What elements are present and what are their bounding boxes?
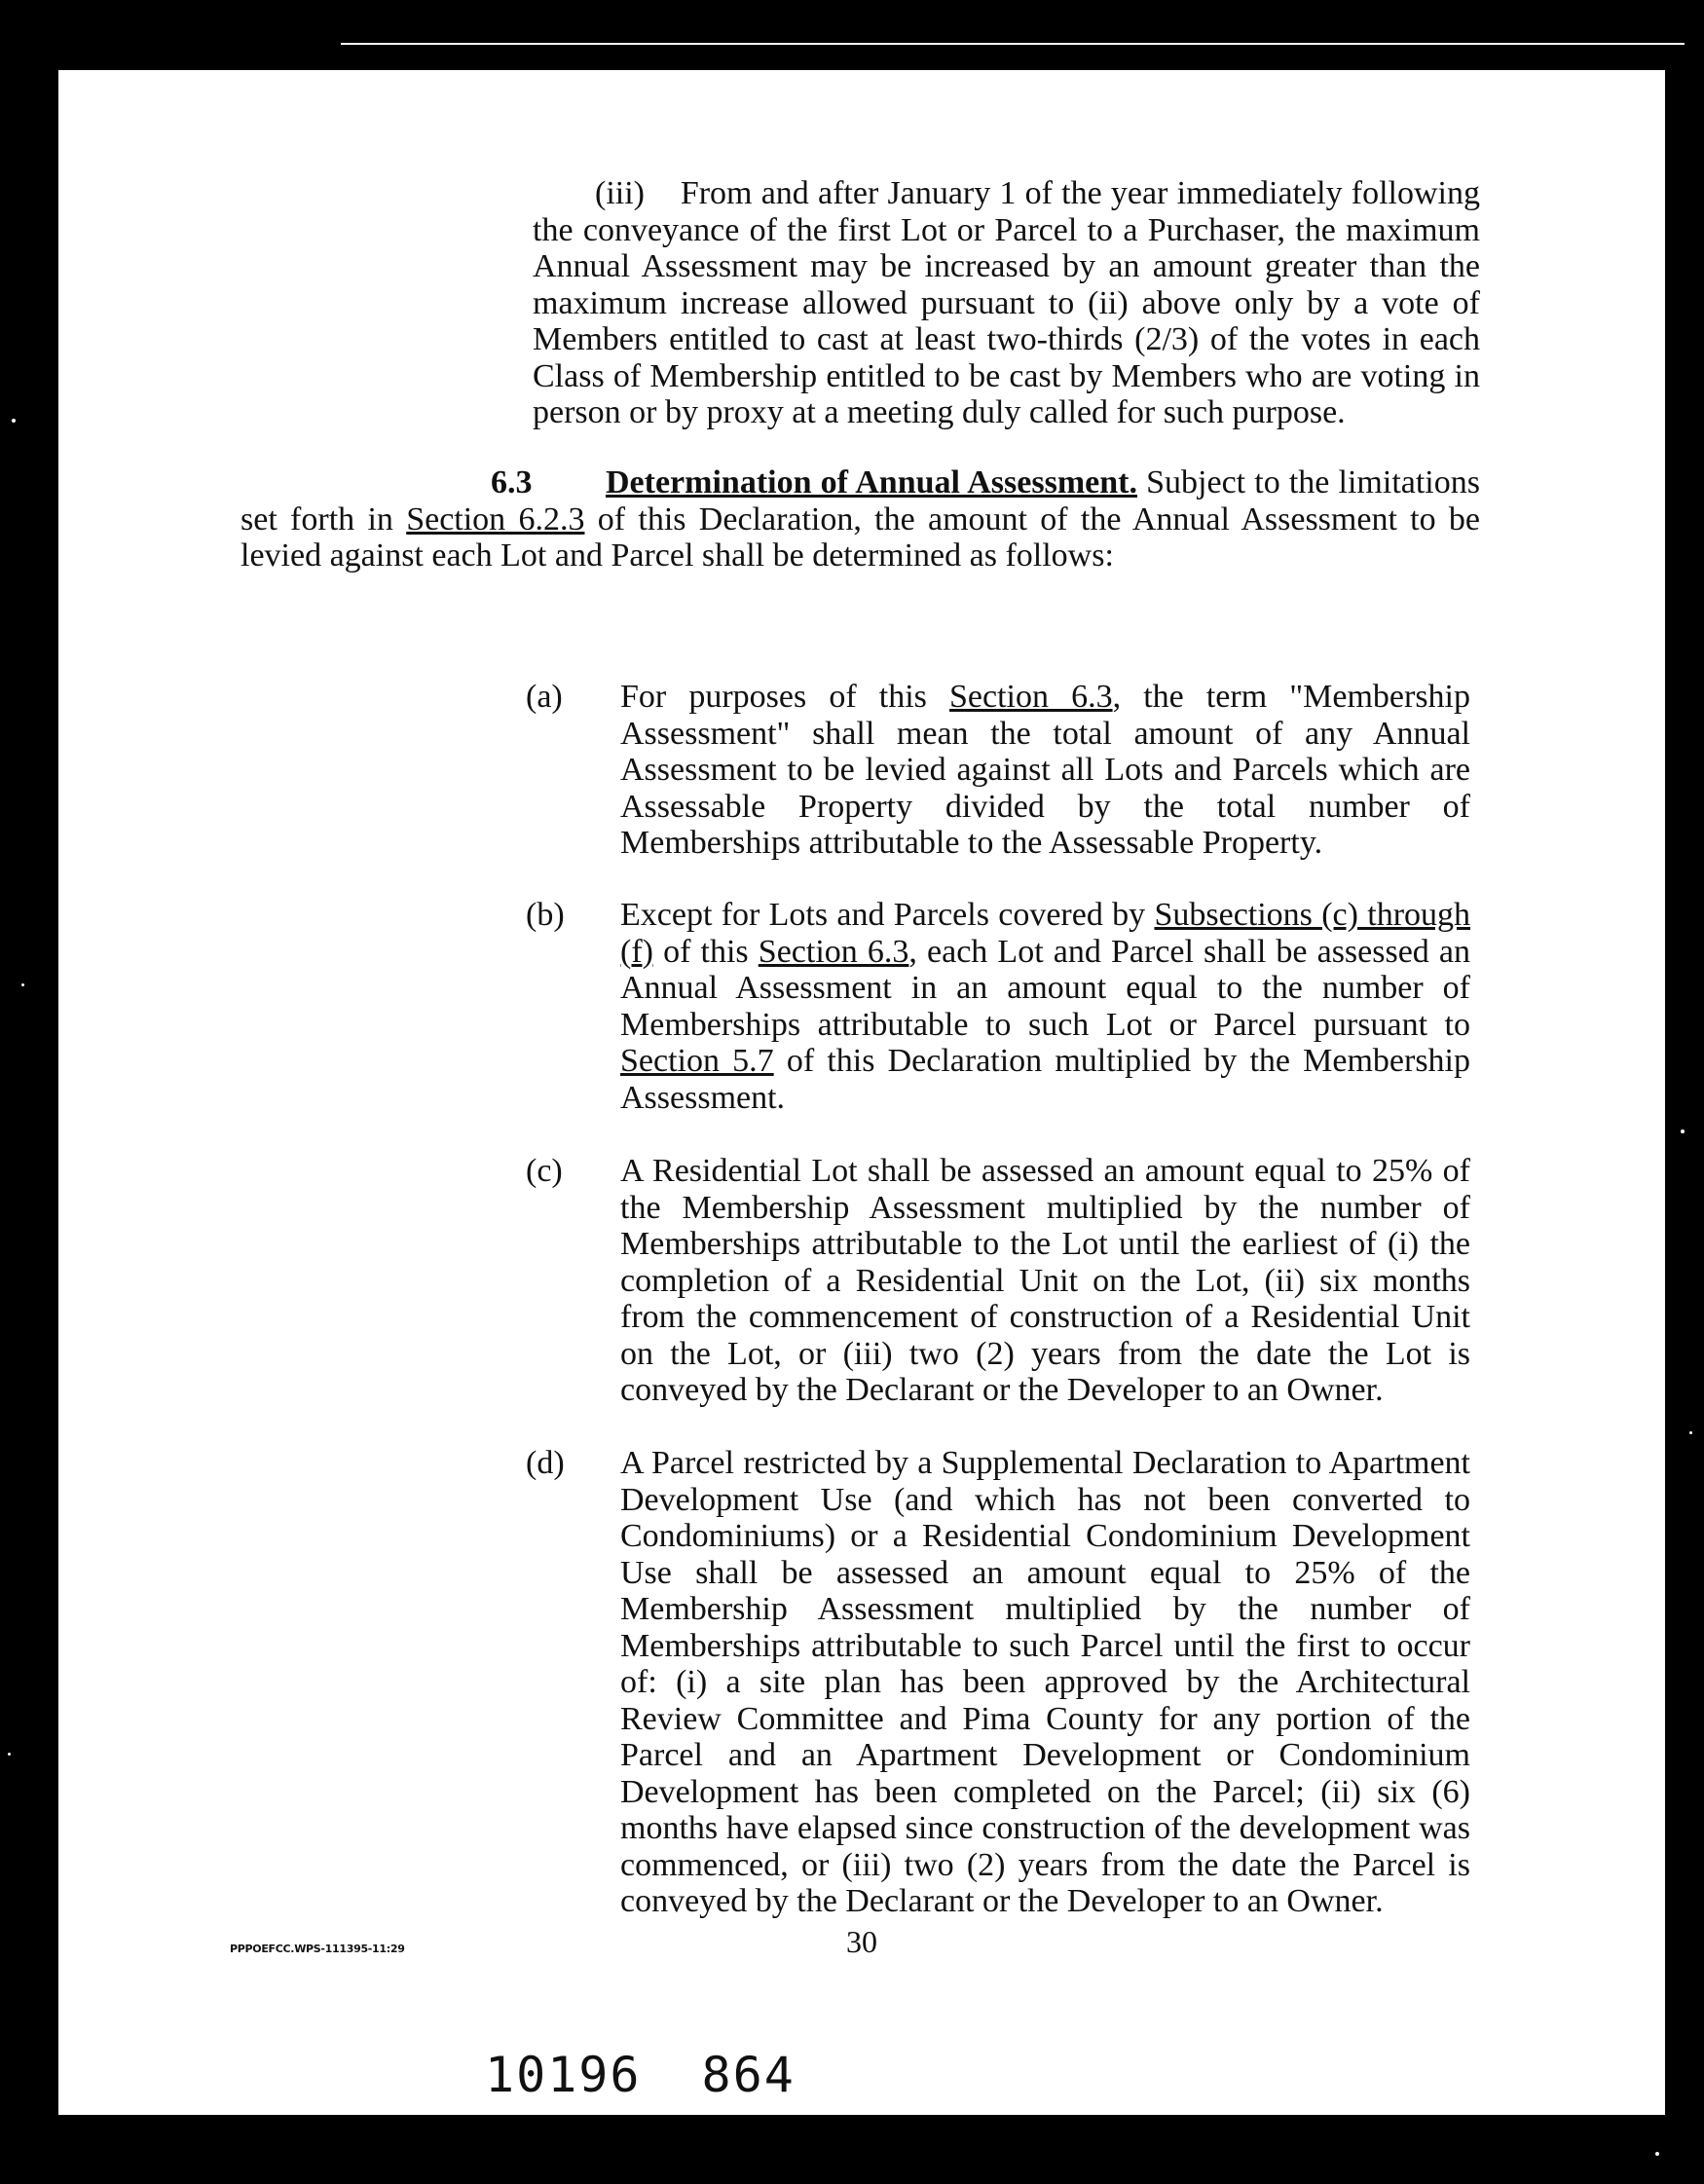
item-text: of this <box>663 933 749 970</box>
section-reference: Section 5.7 <box>620 1043 774 1079</box>
scan-edge-line <box>341 43 1685 45</box>
section-intro-text: Subject to the limitations set forth in <box>241 464 1480 537</box>
section-6-3-heading <box>241 464 1480 574</box>
recording-stamp <box>485 2047 796 2103</box>
item-body <box>620 1153 1470 1409</box>
item-body <box>620 679 1470 862</box>
paragraph-iii <box>533 175 1480 431</box>
item-body <box>620 1445 1470 1920</box>
item-label: (d) <box>526 1445 565 1481</box>
section-reference: Section 6.3 <box>758 933 909 970</box>
paragraph-iii-text: From and after January 1 of the year immediately following the conveyance of the first Lot or Parcel to a Purchaser, the maximum Annual Assessment may be increased by an amount greater than the maximum increase allowed pursuant to (ii) above only by a vote of Members entitled to cast at least two-thirds (2/3) of the votes in each Class of Membership entitled to be cast by Members who are voting in person or by proxy at a meeting duly called for such purpose. <box>533 175 1481 430</box>
item-text: , the term "Membership Assessment" shall mean the total amount of any Annual Assessment to be levied against all Lots and Parcels which are Assessable Property divided by the total number of Memberships attributable to the Assessable Property. <box>620 679 1470 861</box>
item-label: (b) <box>526 897 565 933</box>
recording-book-number: 10196 <box>485 2047 642 2103</box>
section-title: Determination of Annual Assessment. <box>606 464 1137 500</box>
item-label: (a) <box>526 679 563 715</box>
scan-speck <box>1681 1129 1685 1133</box>
item-body <box>620 897 1470 1116</box>
recording-page-number: 864 <box>701 2047 796 2103</box>
scan-speck <box>1689 1431 1692 1434</box>
document-page <box>58 70 1665 2115</box>
scan-speck <box>21 983 24 986</box>
section-reference: Section 6.3 <box>949 679 1113 715</box>
item-text: For purposes of this <box>620 679 927 715</box>
item-text: Except for Lots and Parcels covered by <box>620 897 1146 933</box>
scan-speck <box>12 419 16 423</box>
item-text: of this Declaration multiplied by the Membership Assessment. <box>620 1043 1471 1116</box>
item-text: A Parcel restricted by a Supplemental Declaration to Apartment Development Use (and which has not been converted to Condominiums) or a Residential Condominium Development Use shall be assessed an amount equal to 25% of the Membership Assessment multiplied by the number of Memberships attributable to such Parcel until the first to occur of: (i) a site plan has been approved by the Architectural Review Committee and Pima County for any portion of the Parcel and an Apartment Development or Condominium Development has been completed on the Parcel; (ii) six (6) months have elapsed since construction of the development was commenced, or (iii) two (2) years from the date the Parcel is conveyed by the Declarant or the Developer to an Owner. <box>620 1445 1470 1919</box>
section-reference: Subsections (c) through (f) <box>620 897 1471 970</box>
paragraph-iii-label: (iii) <box>595 175 645 211</box>
item-label: (c) <box>526 1153 563 1189</box>
page-number: 30 <box>846 1924 877 1959</box>
section-intro-text: of this Declaration, the amount of the Annual Assessment to be levied against each Lot and Parcel shall be determined as follows: <box>241 500 1481 574</box>
item-text: , each Lot and Parcel shall be assessed an Annual Assessment in an amount equal to the number of Memberships attributable to such Lot or Parcel pursuant to <box>620 933 1471 1043</box>
scan-speck <box>8 1753 11 1756</box>
section-reference: Section 6.2.3 <box>406 500 585 537</box>
item-text: A Residential Lot shall be assessed an amount equal to 25% of the Membership Assessment multiplied by the number of Memberships attributable to the Lot until the earliest of (i) the completion of a Residential Unit on the Lot, (ii) six months from the commencement of construction of a Residential Unit on the Lot, or (iii) two (2) years from the date the Lot is conveyed by the Declarant or the Developer to an Owner. <box>620 1153 1470 1408</box>
document-code: PPPOEFCC.WPS-111395-11:29 <box>230 1943 405 1955</box>
scan-speck <box>1655 2152 1659 2156</box>
section-number: 6.3 <box>491 464 533 500</box>
